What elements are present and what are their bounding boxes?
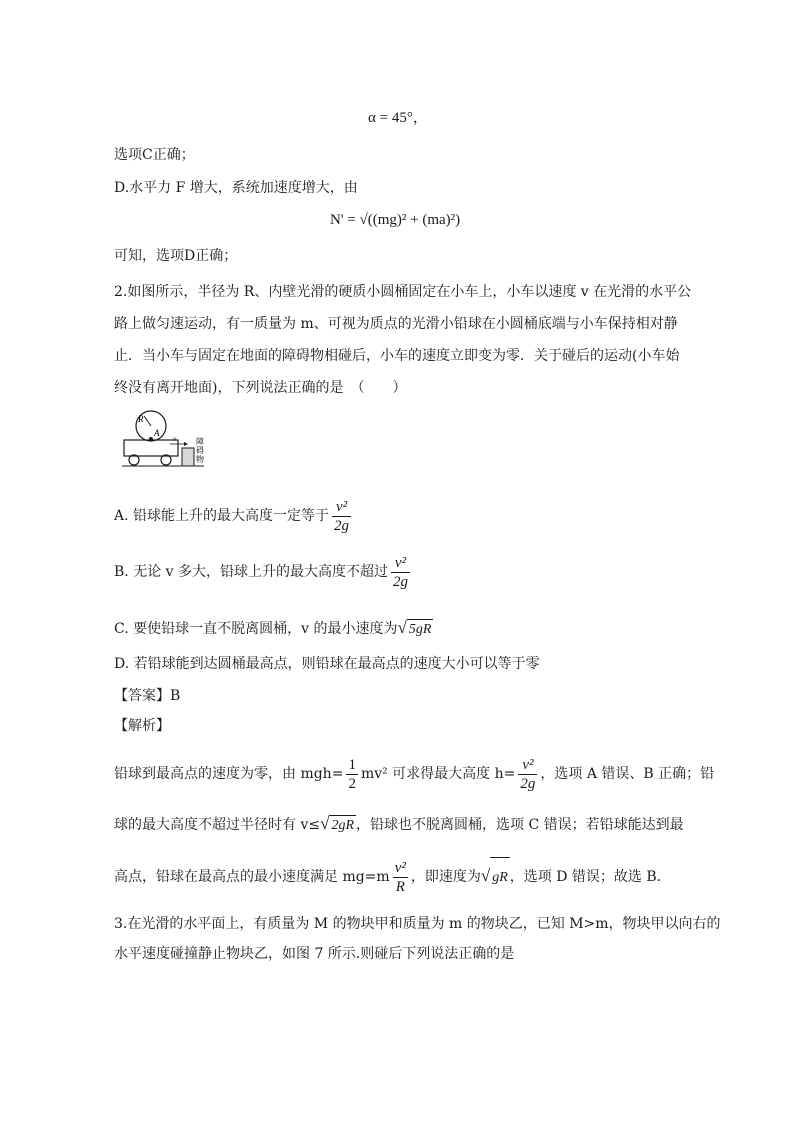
option-a[interactable] (114, 496, 354, 536)
option-c[interactable] (114, 618, 433, 640)
sqrt-5gR: √ 5gR (397, 618, 433, 640)
sqrt-2gR: √ 2gR (320, 814, 356, 836)
question-3-line-1: 3.在光滑的水平面上，有质量为 M 的物块甲和质量为 m 的物块乙，已知 M>m，物块甲以向右的 (114, 916, 721, 932)
analysis-title: 【解析】 (114, 718, 170, 734)
option-d-intro-line: D.水平力 F 增大，系统加速度增大，由 (114, 180, 358, 196)
explanation-line-2: 球的最大高度不超过半径时有 v≤√ 2gR ，铅球也不脱离圆桶，选项 C 错误；若铅球能达到最 (114, 814, 684, 836)
sqrt-gR: √ gR (481, 856, 510, 898)
label-obstacle-2: 碍 (196, 446, 204, 455)
option-b[interactable] (114, 552, 413, 592)
normal-force-formula: N' = √((mg)² + (ma)²) (330, 212, 461, 228)
question-2-line-4: 终没有离开地面)，下列说法正确的是 （ ） (114, 380, 407, 396)
obstacle-block (182, 448, 194, 466)
answer-label: 【答案】B (114, 688, 181, 704)
explanation-line-3: 高点，铅球在最高点的最小速度满足 mg=m $\frac{\text{v²}}{R}$ ，即速度为√ gR ，选项 D 错误；故选 B． (114, 856, 671, 898)
fraction-v2-over-2g-h: $\frac{\text{v²}}{2g}$ (520, 756, 536, 792)
label-v: v (173, 435, 177, 443)
option-b-text: B. 无论 v 多大，铅球上升的最大高度不超过 (114, 564, 388, 580)
cart-cylinder-diagram (122, 410, 212, 468)
label-R: R (138, 414, 144, 424)
question-2-line-3: 止．当小车与固定在地面的障碍物相碰后，小车的速度立即变为零．关于碰后的运动(小车始 (114, 348, 680, 364)
alpha-equation: α = 45°， (368, 110, 428, 126)
option-d[interactable]: D. 若铅球能到达圆桶最高点，则铅球在最高点的速度大小可以等于零 (114, 656, 540, 672)
velocity-arrowhead (184, 442, 188, 446)
fraction-v2-over-R: $\frac{\text{v²}}{R}$ (394, 859, 406, 895)
label-obstacle-1: 障 (196, 437, 204, 446)
option-c-correct-line: 选项C正确； (114, 147, 195, 163)
lead-ball (149, 437, 153, 441)
question-2-line-2: 路上做匀速运动，有一质量为 m、可视为质点的光滑小铅球在小圆桶底端与小车保持相对静 (114, 316, 678, 332)
question-2-line-1: 2.如图所示，半径为 R、内壁光滑的硬质小圆桶固定在小车上，小车以速度 v 在光滑的水平公 (114, 284, 692, 300)
explanation-line-1: 铅球到最高点的速度为零，由 mgh= $\frac{1}{2}$ mv² 可求得最大高度 h= $\frac{\text{v²}}{2g}$ ，选项 A 错误、B 正确；铅 (114, 756, 715, 792)
option-c-text: C. 要使铅球一直不脱离圆桶，v 的最小速度为 (114, 621, 398, 637)
fraction-v2-over-2g-b: $\frac{\text{v²}}{2g}$ (393, 554, 408, 590)
radius-line (144, 416, 151, 426)
label-obstacle-3: 物 (196, 455, 204, 464)
option-a-text: A. 铅球能上升的最大高度一定等于 (114, 508, 330, 524)
cart-body (124, 440, 178, 456)
label-A: A (154, 428, 160, 438)
question-3-line-2: 水平速度碰撞静止物块乙，如图 7 所示.则碰后下列说法正确的是 (114, 946, 515, 962)
fraction-v2-over-2g-a: $\frac{\text{v²}}{2g}$ (334, 498, 350, 534)
option-d-correct-line: 可知，选项D正确； (114, 248, 238, 264)
fraction-half: $\frac{1}{2}$ (348, 756, 356, 792)
